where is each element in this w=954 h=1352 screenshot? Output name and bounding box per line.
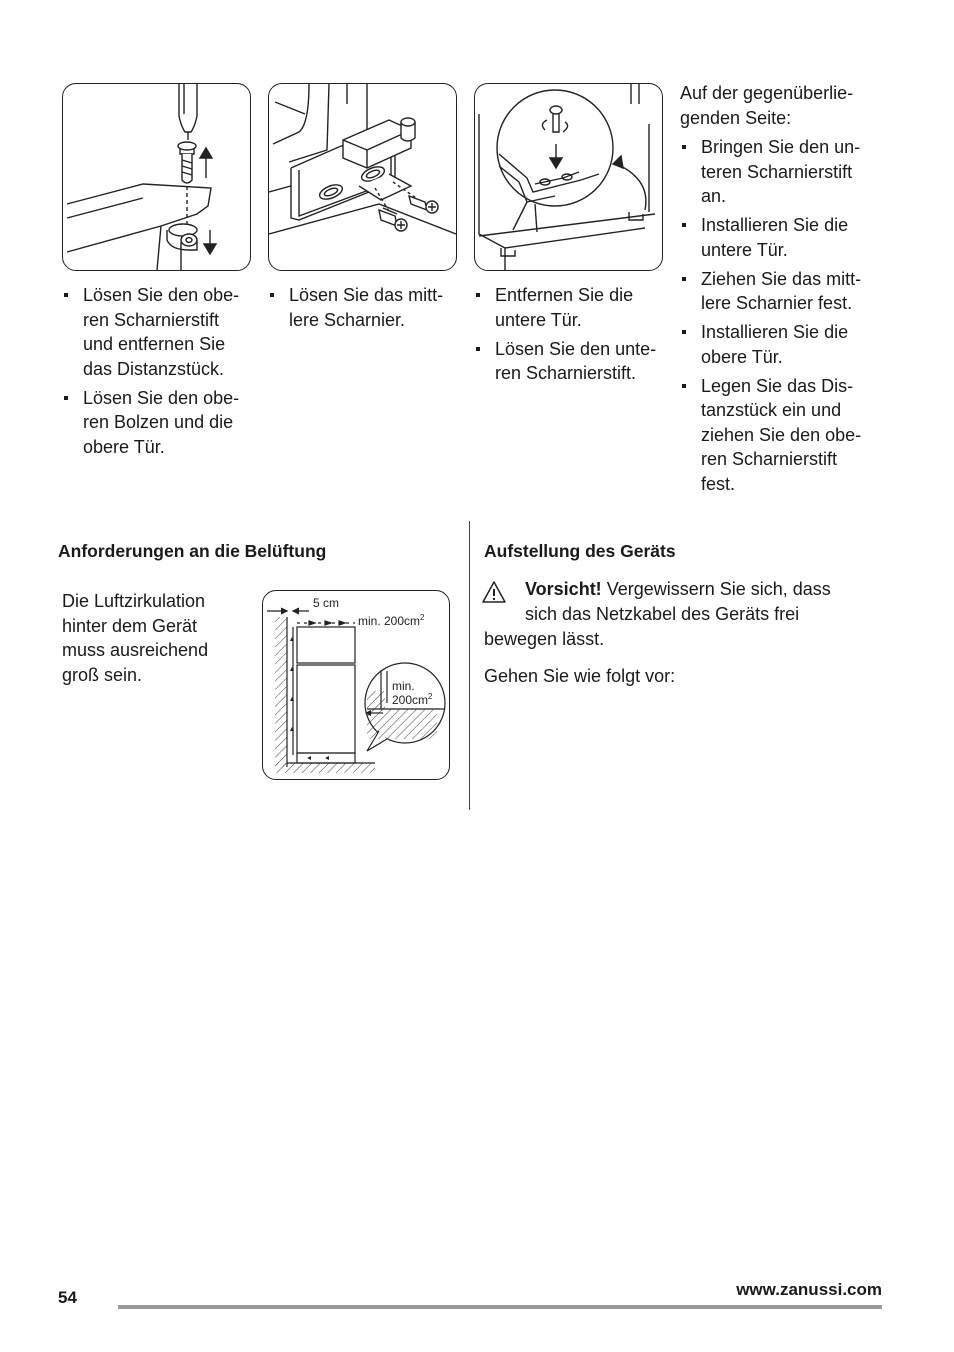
top-vent-label-sup: 2 (420, 613, 425, 622)
warning-line-2: sich das Netzkabel des Geräts frei (525, 604, 800, 624)
footer-rule (118, 1305, 882, 1309)
list-item: Installieren Sie die untere Tür. (680, 213, 872, 262)
ventilation-heading: Anforderungen an die Belüftung (58, 541, 327, 561)
list-item: Installieren Sie die obere Tür. (680, 320, 872, 369)
gap-label: 5 cm (313, 596, 340, 610)
bottom-vent-label-main: 200cm (392, 693, 429, 707)
list-item: Lösen Sie den obe- ren Scharnierstift und entfernen Sie das Distanzstück. (62, 283, 252, 381)
opposite-side-bullet-list (680, 135, 872, 501)
step-1-bullet-list (62, 283, 252, 464)
warning-label: Vorsicht! (525, 579, 602, 599)
figure-ventilation-diagram (262, 590, 450, 780)
list-item: Lösen Sie das mitt- lere Scharnier. (268, 283, 458, 332)
opposite-side-intro: Auf der gegenüberlie- genden Seite: (680, 83, 854, 128)
website-link[interactable]: www.zanussi.com (736, 1280, 882, 1299)
list-item: Entfernen Sie die untere Tür. (474, 283, 664, 332)
upper-hinge-illustration (63, 84, 250, 270)
warning-line-3: bewegen lässt. (484, 629, 605, 649)
top-vent-label (358, 613, 425, 628)
figure-middle-hinge (268, 83, 457, 271)
list-item: Bringen Sie den un- teren Scharnierstift an. (680, 135, 872, 209)
step-3-bullet-list (474, 283, 664, 390)
warning-line-1 (525, 577, 831, 602)
column-divider (469, 521, 470, 810)
list-item: Lösen Sie den unte- ren Scharnierstift. (474, 337, 664, 386)
list-item: Ziehen Sie das mitt- lere Scharnier fest. (680, 267, 872, 316)
figure-upper-hinge-pin (62, 83, 251, 271)
ventilation-illustration (263, 591, 449, 779)
lower-hinge-illustration (475, 84, 662, 270)
page-number: 54 (58, 1288, 77, 1307)
ventilation-text: Die Luftzirkulation hinter dem Gerät muss ausreichend groß sein. (62, 591, 209, 685)
middle-hinge-illustration (269, 84, 456, 270)
warning-icon (481, 580, 507, 604)
list-item: Lösen Sie den obe- ren Bolzen und die obere Tür. (62, 386, 252, 460)
figure-lower-hinge-pin (474, 83, 663, 271)
bottom-vent-label-line1: min. (392, 679, 415, 693)
bottom-vent-label (392, 692, 433, 707)
placement-heading: Aufstellung des Geräts (484, 541, 676, 561)
bottom-vent-label-sup: 2 (428, 692, 433, 701)
list-item: Legen Sie das Dis- tanzstück ein und ziehen Sie den obe- ren Scharnierstift fest. (680, 374, 872, 497)
step-2-bullet-list (268, 283, 458, 337)
placement-instruction: Gehen Sie wie folgt vor: (484, 666, 676, 686)
warning-text-line1: Vergewissern Sie sich, dass (606, 579, 831, 599)
top-vent-label-main: min. 200cm (358, 614, 421, 628)
